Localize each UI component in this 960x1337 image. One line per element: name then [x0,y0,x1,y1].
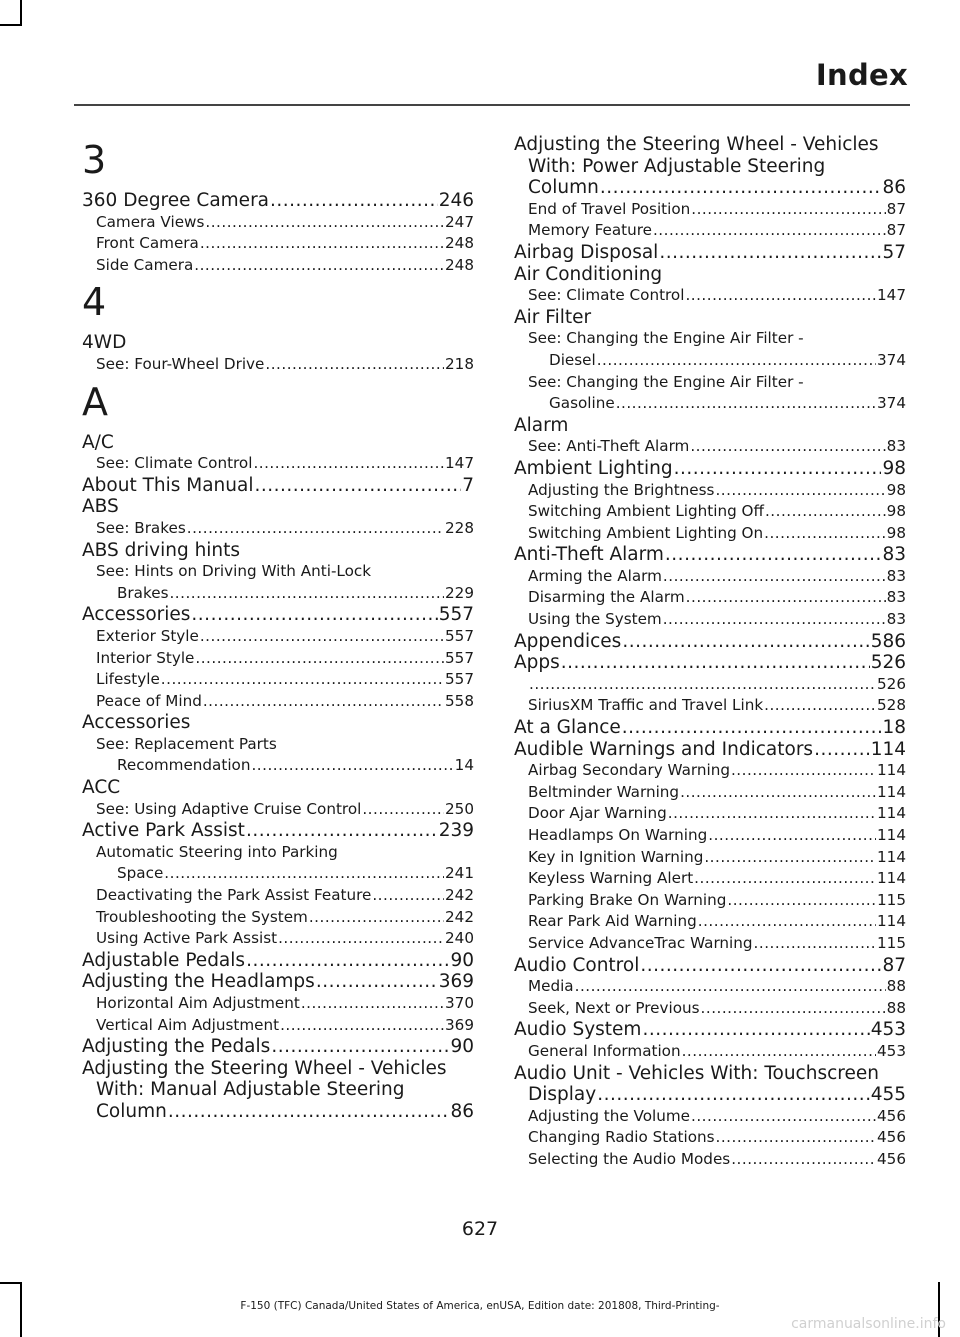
dot-leader [529,674,876,696]
index-entry-text: Active Park Assist [82,820,245,842]
index-entry-label: Alarm [514,414,569,436]
index-entry[interactable] [514,587,906,609]
index-entry-text: See: Climate Control [528,286,685,305]
index-entry[interactable] [82,971,474,993]
index-entry-label: ABS driving hints [82,539,241,561]
dot-leader [265,354,444,376]
index-page-ref: 250 [445,799,474,818]
index-page-ref: 115 [877,933,906,952]
index-entry[interactable] [514,1084,906,1106]
dot-leader [694,868,876,890]
index-entry-text: Audio Control [514,954,640,976]
index-entry-text: Service AdvanceTrac Warning [528,933,753,952]
index-entry-text: Exterior Style [96,626,199,645]
index-page-ref: 83 [886,588,906,607]
dot-leader [191,604,437,626]
index-entry[interactable] [82,648,474,670]
index-entry[interactable] [82,212,474,234]
index-entry[interactable] [82,1015,474,1037]
index-entry[interactable] [514,1041,906,1063]
dot-leader [814,739,870,761]
index-entry[interactable] [514,1127,906,1149]
index-entry-text: Airbag Secondary Warning [528,761,730,780]
index-entry-text: See: Climate Control [96,454,253,473]
index-entry-label: Adjusting the Steering Wheel - Vehicles [514,134,879,155]
dot-leader [731,1149,876,1171]
index-entry[interactable] [514,868,906,890]
index-entry-text: SiriusXM Traffic and Travel Link [528,696,764,715]
dot-leader [680,782,876,804]
index-entry-text: General Information [528,1041,681,1060]
dot-leader [659,242,881,264]
dot-leader [271,1036,449,1058]
index-page-ref: 526 [870,652,906,674]
index-entry[interactable] [82,928,474,950]
index-entry[interactable] [82,885,474,907]
index-entry-text: Audio System [514,1019,642,1041]
index-page-ref: 88 [886,977,906,996]
index-entry-text: Rear Park Aid Warning [528,912,697,931]
index-page-ref: 528 [877,696,906,715]
index-entry[interactable] [82,453,474,475]
dot-leader [701,998,886,1020]
index-page-ref: 240 [445,929,474,948]
dot-leader [164,863,444,885]
footer-edition-text: F-150 (TFC) Canada/United States of America, enUSA, Edition date: 201808, Third-Printing- [240,1300,720,1312]
index-entry[interactable] [514,1149,906,1171]
index-page-ref: 228 [445,518,474,537]
dot-leader [663,609,886,631]
index-page-ref: 557 [445,626,474,645]
index-page-ref: 98 [882,457,906,479]
index-page-ref: 370 [445,994,474,1012]
index-entry-text: Adjusting the Brightness [528,480,715,499]
index-page-ref: 557 [445,670,474,689]
index-entry-text: Disarming the Alarm [528,588,685,607]
index-entry-text: Parking Brake On Warning [528,890,727,909]
dot-leader [731,760,876,782]
dot-leader [691,199,885,221]
index-page-ref: 557 [445,648,474,667]
index-page-ref: 369 [438,971,474,993]
index-page-ref: 88 [886,998,906,1017]
index-entry-text: Accessories [82,604,191,626]
dot-leader [754,933,876,955]
index-page-ref: 98 [886,480,906,499]
index-entry-text: Column [528,177,599,199]
index-entry[interactable] [514,566,906,588]
index-entry-text: Lifestyle [96,670,160,689]
index-entry-text: Beltminder Warning [528,782,680,801]
index-entry-text: Peace of Mind [96,691,202,710]
crop-mark-top-left [20,0,22,26]
index-page-ref: 90 [450,1036,474,1058]
index-page-ref: 114 [877,869,906,888]
index-entry-text: Anti-Theft Alarm [514,544,664,566]
index-letter-heading: 3 [82,138,107,182]
index-entry[interactable] [514,609,906,631]
index-page-ref: 242 [445,886,474,905]
index-entry-text: Horizontal Aim Adjustment [96,994,300,1012]
index-page-ref: 83 [882,544,906,566]
index-entry-text: At a Glance [514,717,621,739]
index-entry[interactable] [514,847,906,869]
index-entry-text: Using the System [528,610,662,629]
index-entry[interactable] [82,1036,474,1058]
dot-leader [200,233,444,255]
index-entry-label: Automatic Steering into Parking [96,842,338,861]
crop-mark-bottom-left-h [0,1282,22,1284]
header-divider [74,104,910,106]
index-entry[interactable] [514,933,906,955]
index-page-ref: 98 [886,502,906,521]
index-entry-label: Adjusting the Steering Wheel - Vehicles [82,1057,447,1079]
index-entry-text: Door Ajar Warning [528,804,667,823]
index-entry-text: Recommendation [117,756,251,775]
index-entry-text: Adjusting the Headlamps [82,971,315,993]
index-entry-label: With: Power Adjustable Steering [528,155,826,177]
index-entry[interactable] [514,199,906,221]
index-page-ref: 239 [438,820,474,842]
dot-leader [642,1019,869,1041]
dot-leader [194,255,444,277]
index-page-ref: 248 [445,234,474,253]
dot-leader [727,890,876,912]
index-entry[interactable] [82,233,474,255]
dot-leader [561,652,870,674]
index-page-ref: 374 [877,350,906,369]
index-entry-label: Accessories [82,712,191,734]
index-entry-label: See: Changing the Engine Air Filter - [528,372,804,391]
index-entry[interactable] [514,976,906,998]
index-entry-text: Using Active Park Assist [96,929,278,948]
watermark: carmanualsonline.info [791,1316,946,1332]
dot-leader [187,518,444,540]
index-entry[interactable] [82,820,474,842]
index-page-ref: 558 [445,691,474,710]
index-page-ref: 90 [450,949,474,971]
index-entry[interactable] [514,350,906,372]
dot-leader [690,436,885,458]
index-column-right [514,134,906,1171]
dot-leader [640,955,881,977]
index-entry[interactable] [82,950,474,972]
index-entry-text: Changing Radio Stations [528,1128,715,1147]
dot-leader [362,799,444,821]
index-entry-label: See: Hints on Driving With Anti-Lock [96,562,372,581]
index-entry-text: See: Using Adaptive Cruise Control [96,799,362,818]
dot-leader [716,1127,876,1149]
index-page-ref: 87 [882,954,906,976]
index-page-ref: 241 [445,864,474,883]
index-entry[interactable] [82,583,474,605]
index-entry-text: Media [528,977,574,996]
index-entry-text: Key in Ignition Warning [528,847,704,866]
index-entry[interactable] [82,993,474,1015]
index-entry[interactable] [514,436,906,458]
index-page-ref: 374 [877,394,906,413]
index-entry[interactable] [514,544,906,566]
index-entry[interactable] [82,255,474,277]
index-page-ref: 83 [886,610,906,629]
dot-leader [575,976,886,998]
index-entry-text: Arming the Alarm [528,566,662,585]
index-entry-text: About This Manual [82,474,254,496]
dot-leader [169,583,444,605]
index-entry-text: Vertical Aim Adjustment [96,1015,280,1034]
index-page-ref: 114 [877,804,906,823]
index-page-ref: 586 [870,630,906,652]
index-entry[interactable] [514,717,906,739]
dot-leader [663,566,886,588]
index-entry[interactable] [514,393,906,415]
index-entry-text: Apps [514,652,560,674]
index-page-ref: 57 [882,241,906,263]
dot-leader [600,177,882,199]
index-entry-text: Troubleshooting the System [96,907,308,926]
index-page-ref: 246 [438,190,474,211]
dot-leader [674,458,882,480]
dot-leader [168,1101,450,1123]
index-entry[interactable] [514,760,906,782]
dot-leader [698,911,876,933]
dot-leader [597,1084,869,1106]
index-page-ref: 456 [877,1128,906,1147]
index-entry-text: Ambient Lighting [514,457,673,479]
dot-leader [200,626,444,648]
index-entry[interactable] [514,523,906,545]
index-entry[interactable] [514,1019,906,1041]
dot-leader [704,847,876,869]
index-entry[interactable] [82,190,474,212]
index-entry-label: With: Manual Adjustable Steering [96,1079,405,1101]
index-entry-text: Headlamps On Warning [528,826,708,844]
index-page-ref: 7 [462,474,474,496]
dot-leader [280,1015,444,1037]
index-entry-text: Interior Style [96,648,195,667]
dot-leader [668,803,876,825]
index-entry[interactable] [82,863,474,885]
index-entry-text: Space [117,864,164,883]
index-entry-label: See: Replacement Parts [96,734,277,753]
index-entry-text: Audible Warnings and Indicators [514,738,814,760]
index-entry[interactable] [514,911,906,933]
dot-leader [686,587,886,609]
dot-leader [278,928,444,950]
index-entry[interactable] [82,799,474,821]
index-page-ref: 114 [877,847,906,866]
index-page-ref: 114 [870,738,906,760]
index-letter-heading: A [82,379,108,424]
index-entry-text: See: Four-Wheel Drive [96,354,265,373]
index-page-ref: 147 [445,454,474,473]
index-page-ref: 98 [886,523,906,542]
dot-leader [665,544,882,566]
index-entry-text: Camera Views [96,212,205,231]
index-entry-text: Gasoline [549,394,615,413]
index-page-ref: 456 [877,1106,906,1125]
index-entry[interactable] [514,782,906,804]
index-page-ref: 87 [886,199,906,218]
index-entry[interactable] [82,669,474,691]
index-entry-label: Audio Unit - Vehicles With: Touchscreen [514,1062,879,1084]
dot-leader [246,820,438,842]
page-title: Index [815,58,908,92]
dot-leader [691,1106,876,1128]
index-entry-text: End of Travel Position [528,199,691,218]
dot-leader [161,669,444,691]
index-entry-text: Diesel [549,350,596,369]
index-page-ref: 114 [877,912,906,931]
index-entry-text: Memory Feature [528,221,652,240]
index-entry[interactable] [514,220,906,242]
index-entry[interactable] [82,604,474,626]
crop-mark-top-left-h [0,24,22,26]
index-entry[interactable] [514,955,906,977]
index-entry[interactable] [514,695,906,717]
dot-leader [270,190,438,212]
index-entry[interactable] [82,354,474,376]
index-page-ref: 453 [877,1041,906,1060]
index-page-ref: 114 [877,782,906,801]
index-page-ref: 526 [877,674,906,693]
index-entry-text: Switching Ambient Lighting Off [528,502,764,521]
index-page-ref: 14 [454,756,474,775]
index-column-left [82,134,474,1123]
dot-leader [764,695,876,717]
index-entry-text: Adjustable Pedals [82,949,246,971]
index-entry[interactable] [514,458,906,480]
index-entry-text: Brakes [117,583,169,602]
index-entry-label: See: Changing the Engine Air Filter - [528,329,804,348]
index-page-ref: 83 [886,566,906,585]
index-page-ref: 147 [877,286,906,305]
index-entry-text: Appendices [514,630,622,652]
index-entry-text: See: Brakes [96,518,186,537]
dot-leader [597,350,876,372]
index-page-ref: 86 [450,1100,474,1122]
index-page-ref: 218 [445,354,474,373]
index-page-ref: 247 [445,212,474,231]
dot-leader [685,285,876,307]
index-page-ref: 557 [438,604,474,626]
index-entry[interactable] [514,998,906,1020]
dot-leader [205,212,444,234]
dot-leader [246,950,449,972]
index-page-ref: 114 [877,761,906,780]
index-page-ref: 453 [870,1019,906,1041]
index-entry[interactable] [514,890,906,912]
index-entry[interactable] [514,803,906,825]
dot-leader [765,501,886,523]
index-entry[interactable] [514,480,906,502]
index-entry[interactable] [82,1101,474,1123]
index-entry[interactable] [82,475,474,497]
index-entry[interactable] [514,631,906,653]
index-entry[interactable] [514,1106,906,1128]
index-entry[interactable] [514,177,906,199]
dot-leader [764,523,886,545]
index-entry-text: Switching Ambient Lighting On [528,523,764,542]
dot-leader [616,393,876,415]
index-page-ref: 87 [886,221,906,240]
dot-leader [372,885,444,907]
index-entry-text: Front Camera [96,234,199,253]
index-entry-text: Column [96,1100,167,1122]
dot-leader [253,453,444,475]
index-entry[interactable] [82,518,474,540]
index-entry[interactable] [514,739,906,761]
index-entry[interactable] [514,652,906,674]
index-entry[interactable] [82,907,474,929]
index-letter-heading: 4 [82,280,107,325]
dot-leader [251,755,453,777]
dot-leader [255,475,462,497]
dot-leader [682,1041,876,1063]
index-page-ref: 83 [886,437,906,456]
index-entry-label: A/C [82,431,114,453]
dot-leader [316,971,438,993]
index-page-ref: 369 [445,1015,474,1034]
index-entry-label: Air Conditioning [514,263,663,285]
index-entry-text: 360 Degree Camera [82,190,270,211]
dot-leader [195,648,444,670]
index-entry-label: Air Filter [514,306,592,328]
index-page-ref: 242 [445,907,474,926]
index-entry[interactable] [82,691,474,713]
index-entry-text: Adjusting the Volume [528,1106,691,1125]
index-entry-text: Deactivating the Park Assist Feature [96,886,372,905]
dot-leader [653,220,886,242]
index-page-ref: 455 [870,1084,906,1106]
dot-leader [301,993,444,1015]
index-entry-text: Selecting the Audio Modes [528,1149,731,1168]
index-entry[interactable] [82,755,474,777]
index-page-ref: 456 [877,1149,906,1168]
index-entry-text: Seek, Next or Previous [528,998,700,1017]
index-entry[interactable] [514,242,906,264]
index-entry-label: ACC [82,777,121,799]
index-entry-text: Display [528,1084,597,1106]
index-page-ref: 114 [877,826,906,844]
index-entry-text: See: Anti-Theft Alarm [528,437,690,456]
dot-leader [715,480,885,502]
dot-leader [309,907,444,929]
index-entry-text: Side Camera [96,255,194,274]
index-entry-label: 4WD [82,332,127,354]
index-entry-text: Adjusting the Pedals [82,1036,271,1058]
index-page-ref: 18 [882,717,906,739]
page-number: 627 [461,1218,499,1240]
index-page-ref: 248 [445,255,474,274]
dot-leader [708,825,876,847]
index-entry[interactable] [514,825,906,847]
dot-leader [203,691,444,713]
index-entry[interactable] [514,501,906,523]
index-entry[interactable] [514,674,906,696]
index-page-ref: 229 [445,583,474,602]
dot-leader [622,631,869,653]
index-entry[interactable] [514,285,906,307]
index-entry-text: Keyless Warning Alert [528,869,694,888]
index-entry[interactable] [82,626,474,648]
dot-leader [622,717,882,739]
index-page-ref: 86 [882,177,906,199]
index-entry-label: ABS [82,496,119,518]
index-entry-text: Airbag Disposal [514,241,659,263]
index-page-ref: 115 [877,890,906,909]
